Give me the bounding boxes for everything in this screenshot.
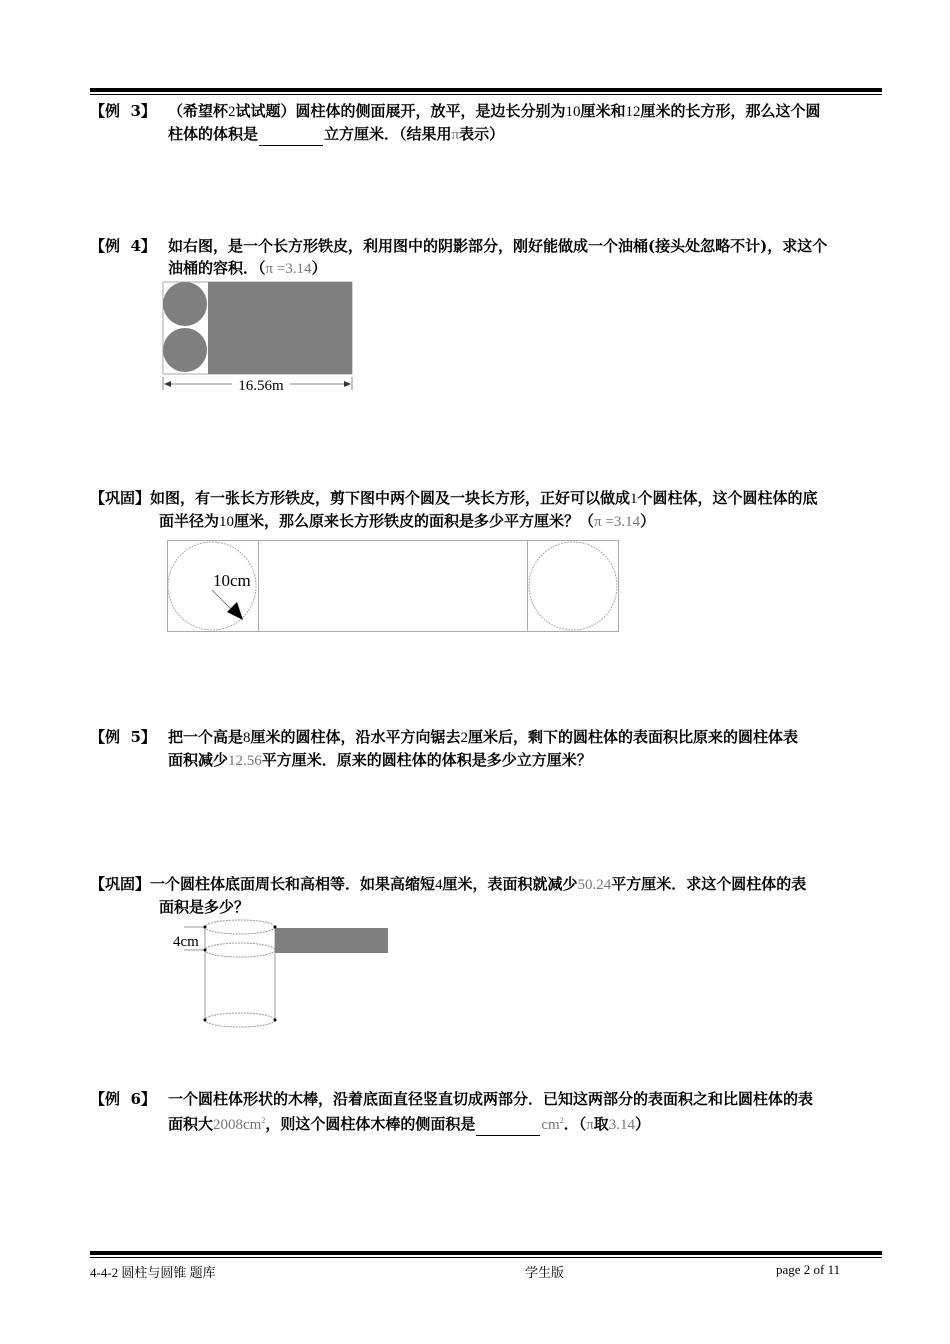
example-3-label: 【例 3】 — [90, 102, 156, 120]
footer-left: 4-4-2 圆柱与圆锥 题库 — [90, 1265, 216, 1280]
example-5-line2: 面积减少12.56平方厘米．原来的圆柱体的体积是多少立方厘米？ — [168, 751, 592, 769]
circle-bottom — [163, 328, 207, 372]
footer-center: 学生版 — [525, 1265, 565, 1280]
practice-2-line1: 一个圆柱体底面周长和高相等．如果高缩短4厘米，表面积就减少50.24平方厘米．求这个圆柱体的表 — [150, 875, 807, 893]
dot-cut-left — [204, 949, 207, 952]
practice-2-label: 【巩固】 — [90, 875, 151, 893]
example-6-line1: 一个圆柱体形状的木棒，沿着底面直径竖直切成两部分．已知这两部分的表面积之和比圆柱体的表 — [168, 1090, 814, 1108]
removed-strip — [275, 928, 388, 953]
footer-rule-thin — [90, 1257, 882, 1258]
cylinder-bottom-ellipse — [205, 1013, 275, 1027]
example-3 — [90, 100, 885, 146]
example-5 — [90, 726, 885, 772]
dot-top-right — [274, 926, 277, 929]
example-3-line1: （希望杯2试试题）圆柱体的侧面展开，放平，是边长分别为10厘米和12厘米的长方形，那么这个圆 — [168, 102, 821, 120]
example-6 — [90, 1088, 885, 1136]
footer-page-number: page 2 of 11 — [776, 1262, 841, 1277]
arrow-left-icon — [164, 381, 171, 387]
example-5-label: 【例 5】 — [90, 728, 156, 746]
example-3-line2: 柱体的体积是 立方厘米．（结果用π表示） — [90, 123, 885, 146]
practice-1-line1: 如图，有一张长方形铁皮，剪下图中两个圆及一块长方形，正好可以做成1个圆柱体，这个圆柱体的底 — [150, 489, 818, 507]
example-4-line2: 油桶的容积．（π =3.14） — [168, 259, 327, 277]
example-6-label: 【例 6】 — [90, 1090, 156, 1108]
example-6-line2: 面积大$2008cm^2$，则这个圆柱体木棒的侧面积是 $cm^2$．（π取3.14） — [90, 1110, 885, 1136]
cylinder-figure — [170, 915, 395, 1035]
practice-1 — [90, 487, 885, 533]
practice-2 — [90, 873, 885, 918]
radius-label: 10cm — [213, 571, 251, 590]
circle-top — [163, 282, 207, 326]
dot-bottom-right — [274, 1019, 277, 1022]
practice-2-line2: 面积是多少？ — [159, 898, 250, 916]
cylinder-net-figure — [165, 538, 625, 636]
oil-drum-figure — [160, 280, 360, 395]
practice-1-line2: 面半径为10厘米，那么原来长方形铁皮的面积是多少平方厘米？（π =3.14） — [159, 512, 656, 530]
example-4-label: 【例 4】 — [90, 237, 156, 255]
arrow-right-icon — [344, 381, 351, 387]
answer-blank — [476, 1119, 540, 1136]
header-rule — [90, 88, 882, 92]
radius-arrow-icon — [227, 602, 243, 620]
dot-top-left — [204, 926, 207, 929]
width-label: 16.56m — [238, 378, 284, 394]
cylinder-cut-ellipse — [205, 943, 275, 957]
cylinder-top-ellipse — [205, 920, 275, 934]
dot-bottom-left — [204, 1019, 207, 1022]
answer-blank — [259, 129, 323, 146]
practice-1-label: 【巩固】 — [90, 489, 151, 507]
example-5-line1: 把一个高是8厘米的圆柱体，沿水平方向锯去2厘米后，剩下的圆柱体的表面积比原来的圆柱体表 — [168, 728, 799, 746]
circle-right — [529, 542, 617, 630]
footer-rule — [90, 1251, 882, 1255]
example-4-line1: 如右图，是一个长方形铁皮，利用图中的阴影部分，刚好能做成一个油桶(接头处忽略不计)，求这个 — [168, 237, 828, 255]
shaded-rectangle — [208, 282, 352, 374]
example-4 — [90, 235, 885, 280]
height-label: 4cm — [173, 934, 199, 950]
header-rule-thin — [90, 94, 882, 95]
